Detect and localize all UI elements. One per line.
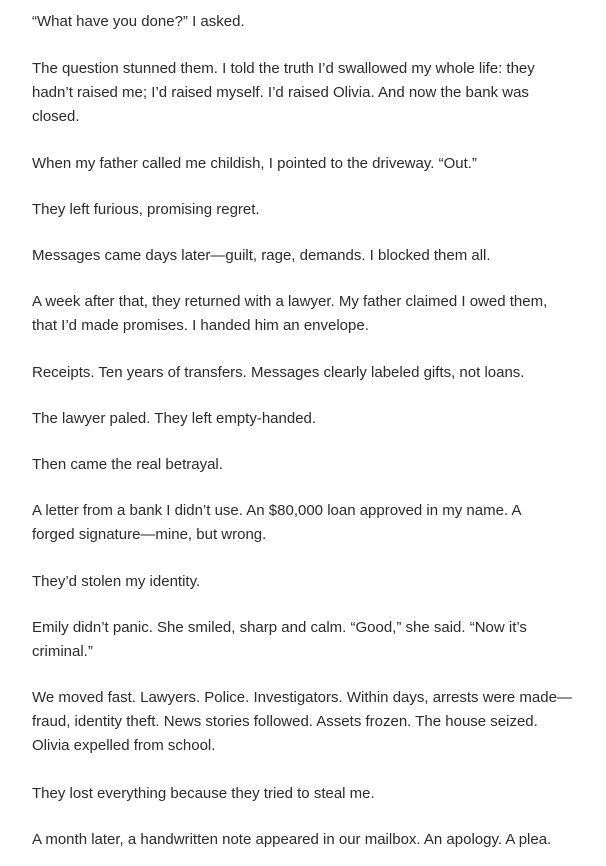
paragraph-10: A letter from a bank I didn’t use. An $80,000 loan approved in my name. A forged signature—mine, but wrong.	[32, 502, 522, 543]
paragraph-11: They’d stolen my identity.	[32, 573, 201, 590]
paragraph-2: The question stunned them. I told the truth I’d swallowed my whole life: they hadn’t raised me; I’d raised myself. I’d raised Olivia. And now the bank was closed.	[32, 60, 535, 125]
paragraph-1: “What have you done?” I asked.	[32, 13, 245, 30]
paragraph-6: A week after that, they returned with a lawyer. My father claimed I owed them, that I’d made promises. I handed him an envelope.	[32, 293, 548, 334]
paragraph-8: The lawyer paled. They left empty-handed.	[32, 410, 317, 427]
paragraph-12: Emily didn’t panic. She smiled, sharp and calm. “Good,” she said. “Now it’s criminal.”	[32, 619, 527, 660]
paragraph-4: They left furious, promising regret.	[32, 201, 260, 218]
paragraph-13: We moved fast. Lawyers. Police. Investigators. Within days, arrests were made— fraud, identity theft. News stories followed. Assets frozen. The house seized. Olivia expelled from school.	[32, 689, 572, 754]
paragraph-3: When my father called me childish, I pointed to the driveway. “Out.”	[32, 155, 477, 172]
paragraph-15: A month later, a handwritten note appeared in our mailbox. An apology. A plea.	[32, 831, 552, 848]
paragraph-14: They lost everything because they tried to steal me.	[32, 785, 375, 802]
paragraph-7: Receipts. Ten years of transfers. Messages clearly labeled gifts, not loans.	[32, 364, 525, 381]
paragraph-9: Then came the real betrayal.	[32, 456, 223, 473]
paragraph-5: Messages came days later—guilt, rage, demands. I blocked them all.	[32, 247, 491, 264]
